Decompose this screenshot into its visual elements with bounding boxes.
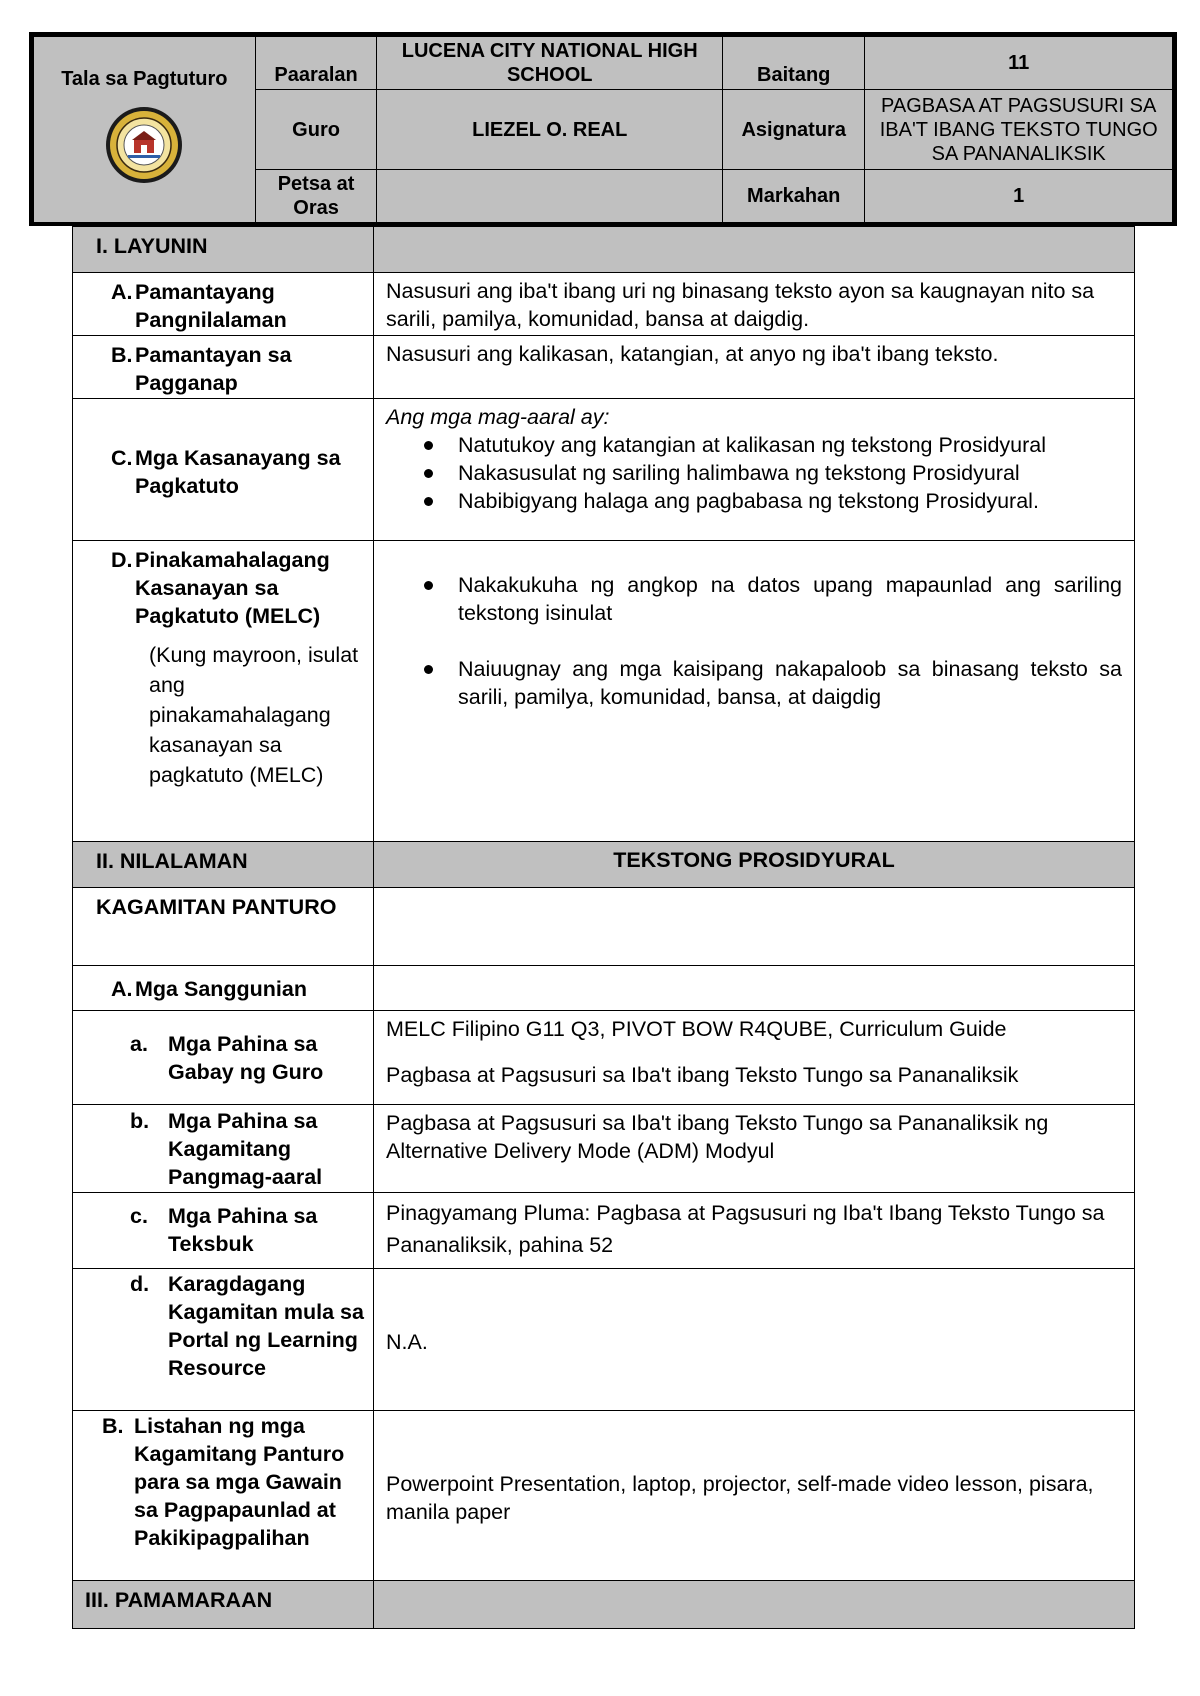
list-item: Nakakukuha ng angkop na datos upang mapaunlad ang sariling tekstong isinulat: [458, 573, 1122, 625]
sanggunian-row: [73, 966, 1135, 1011]
pamantayang-pangnilalaman-content: Nasusuri ang iba't ibang uri ng binasang teksto ayon sa kaugnayan nito sa sarili, pamilya, komunidad, bansa at daigdig.: [374, 273, 1135, 336]
pamantayan-sa-pagganap-content: Nasusuri ang kalikasan, katangian, at anyo ng iba't ibang teksto.: [374, 336, 1135, 399]
listahan-content: Powerpoint Presentation, laptop, projector, self-made video lesson, pisara, manila paper: [374, 1411, 1135, 1581]
kagamitan-panturo-empty: [374, 888, 1135, 966]
melc-note: (Kung mayroon, isulat ang pinakamahalagang kasanayan sa pagkatuto (MELC): [149, 643, 359, 787]
baitang-value: 11: [865, 37, 1173, 90]
list-item: Natutukoy ang katangian at kalikasan ng tekstong Prosidyural: [458, 431, 1122, 459]
listahan-label: B. Listahan ng mga Kagamitang Panturo para sa mga Gawain sa Pagpapaunlad at Pakikipagpalihan: [102, 1414, 345, 1550]
pamantayan-sa-pagganap-row: [73, 336, 1135, 399]
kasanayang-sa-pagkatuto-row: [73, 399, 1135, 541]
list-item: Nabibigyang halaga ang pagbabasa ng tekstong Prosidyural.: [458, 487, 1122, 515]
sanggunian-empty: [374, 966, 1135, 1011]
asignatura-label: Asignatura: [723, 90, 865, 170]
portal-label: d. Karagdagang Kagamitan mula sa Portal ng Learning Resource: [130, 1272, 364, 1380]
kagamitang-pangmag-aaral-label: b. Mga Pahina sa Kagamitang Pangmag-aaral: [130, 1109, 323, 1189]
portal-content: N.A.: [374, 1269, 1135, 1411]
kasanayang-sa-pagkatuto-label: C. Mga Kasanayang sa Pagkatuto: [111, 445, 341, 498]
gabay-ng-guro-row: [73, 1011, 1135, 1105]
nilalaman-title: II. NILALAMAN: [96, 849, 248, 873]
paaralan-label: Paaralan: [255, 37, 377, 90]
lesson-plan-table: [72, 226, 1135, 1629]
teksbuk-row: [73, 1193, 1135, 1269]
nilalaman-topic: TEKSTONG PROSIDYURAL: [374, 842, 1135, 888]
layunin-empty-cell: [374, 227, 1135, 273]
school-seal-icon: [104, 105, 184, 185]
nilalaman-section-row: [73, 842, 1135, 888]
melc-list: [386, 571, 1122, 711]
kagamitang-pangmag-aaral-content: Pagbasa at Pagsusuri sa Iba't ibang Teksto Tungo sa Pananaliksik ng Alternative Delivery Mode (ADM) Modyul: [374, 1105, 1135, 1193]
lesson-plan-header: [29, 32, 1177, 226]
pamantayang-pangnilalaman-label: A. Pamantayang Pangnilalaman: [111, 280, 287, 332]
pamamaraan-title: III. PAMAMARAAN: [85, 1588, 273, 1612]
pamamaraan-section-row: [73, 1581, 1135, 1629]
tala-label: Tala sa Pagtuturo: [61, 68, 228, 90]
list-item: Nakasusulat ng sariling halimbawa ng tekstong Prosidyural: [458, 459, 1122, 487]
tala-cell: [34, 37, 256, 223]
list-item: Naiuugnay ang mga kaisipang nakapaloob sa binasang teksto sa sarili, pamilya, komunidad, bansa, at daigdig: [458, 657, 1122, 709]
gabay-ng-guro-label: a. Mga Pahina sa Gabay ng Guro: [130, 1032, 324, 1084]
layunin-section-row: [73, 227, 1135, 273]
melc-label: D. Pinakamahalagang Kasanayan sa Pagkatuto (MELC): [111, 548, 330, 628]
kasanayang-list: [386, 431, 1122, 515]
pamamaraan-empty: [374, 1581, 1135, 1629]
kasanayang-intro: Ang mga mag-aaral ay:: [386, 405, 610, 429]
melc-content: [374, 541, 1135, 842]
guro-value: LIEZEL O. REAL: [377, 90, 723, 170]
layunin-title: I. LAYUNIN: [96, 234, 208, 258]
kagamitan-panturo-label: KAGAMITAN PANTURO: [96, 895, 337, 919]
header-table: [33, 36, 1173, 223]
asignatura-value: PAGBASA AT PAGSUSURI SA IBA'T IBANG TEKSTO TUNGO SA PANANALIKSIK: [865, 90, 1173, 170]
paaralan-value: LUCENA CITY NATIONAL HIGH SCHOOL: [377, 37, 723, 90]
layunin-title-cell: [73, 227, 374, 273]
teksbuk-label: c. Mga Pahina sa Teksbuk: [130, 1204, 318, 1256]
sanggunian-label: A. Mga Sanggunian: [111, 977, 307, 1001]
melc-row: [73, 541, 1135, 842]
gabay-line-1: MELC Filipino G11 Q3, PIVOT BOW R4QUBE, Curriculum Guide: [386, 1017, 1007, 1041]
petsa-label: Petsa at Oras: [255, 170, 377, 223]
listahan-row: [73, 1411, 1135, 1581]
gabay-line-2: Pagbasa at Pagsusuri sa Iba't ibang Teksto Tungo sa Pananaliksik: [386, 1063, 1019, 1087]
kagamitang-pangmag-aaral-row: [73, 1105, 1135, 1193]
markahan-value: 1: [865, 170, 1173, 223]
baitang-label: Baitang: [723, 37, 865, 90]
markahan-label: Markahan: [723, 170, 865, 223]
portal-row: [73, 1269, 1135, 1411]
teksbuk-content: Pinagyamang Pluma: Pagbasa at Pagsusuri ng Iba't Ibang Teksto Tungo sa Pananaliksik, pahina 52: [374, 1193, 1135, 1269]
petsa-value: [377, 170, 723, 223]
pamantayan-sa-pagganap-label: B. Pamantayan sa Pagganap: [111, 343, 292, 395]
guro-label: Guro: [255, 90, 377, 170]
gabay-ng-guro-content: [374, 1011, 1135, 1105]
kagamitan-panturo-row: [73, 888, 1135, 966]
pamantayang-pangnilalaman-row: [73, 273, 1135, 336]
kasanayang-sa-pagkatuto-content: [374, 399, 1135, 541]
